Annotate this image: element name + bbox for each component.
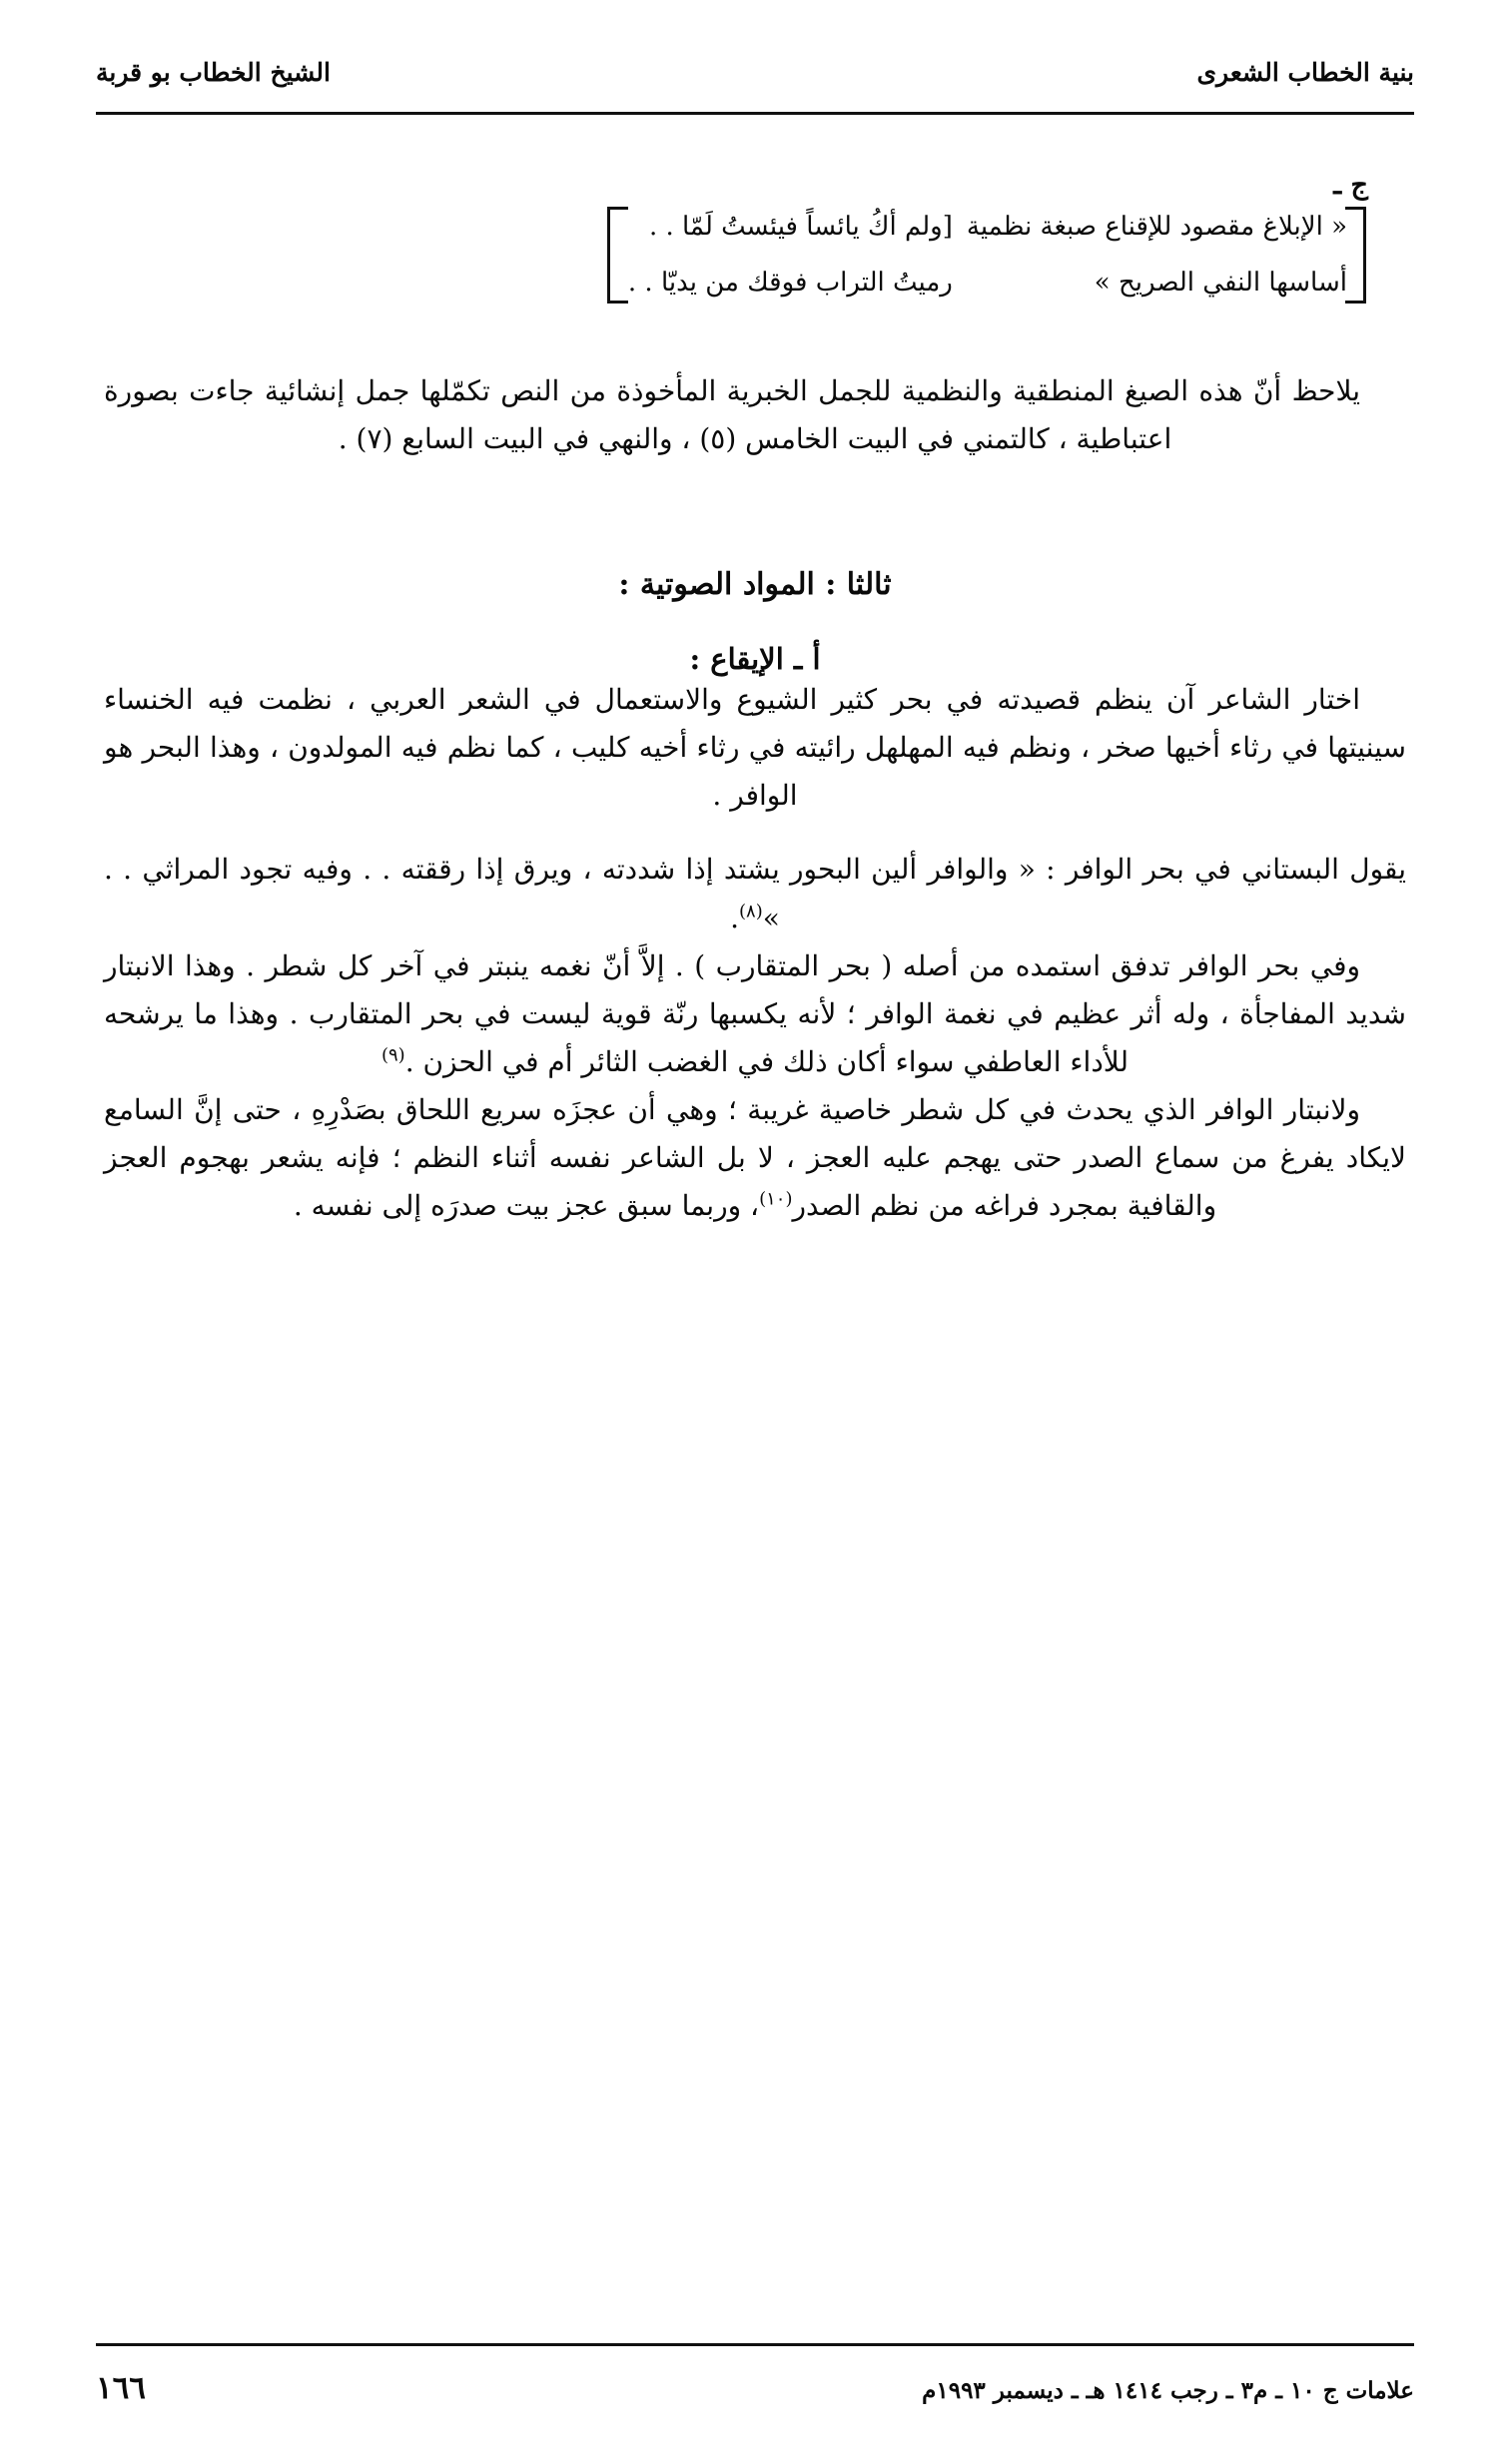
paragraph-3-tail: . <box>730 901 740 934</box>
header-divider <box>96 112 1414 115</box>
list-item-label: ج ـ <box>1333 170 1368 201</box>
verse-column-left <box>607 207 953 304</box>
verse-line: أساسها النفي الصريح » <box>1094 268 1347 299</box>
verse-column-right <box>967 207 1366 304</box>
page-body <box>104 170 1406 1231</box>
paragraph-3-text: يقول البستاني في بحر الوافر : « والوافر ألين البحور يشتد إذا شددته ، ويرق إذا رققته . . وفيه تجود المراثي . . » <box>104 853 1406 934</box>
verse-line: « الإبلاغ مقصود للإقناع صبغة نظمية <box>966 212 1347 242</box>
verse-line: [ولم أكُ يائساً فيئستُ لَمّا . . <box>648 212 953 242</box>
paragraph-2: اختار الشاعر آن ينظم قصيدته في بحر كثير الشيوع والاستعمال في الشعر العربي ، نظمت فيه الخنساء سينيتها في رثاء أخيها صخر ، ونظم فيه المهلهل رائيته في رثاء أخيه كليب ، كما نظم فيه المولدون ، وهذا البحر هو الوافر . <box>104 682 1406 813</box>
section-heading-third: ثالثا : المواد الصوتية : <box>618 566 892 602</box>
paragraph-5-text: ولانبتار الوافر الذي يحدث في كل شطر خاصية غريبة ؛ وهي أن عجزَه سريع اللحاق بصَدْرِهِ ، حتى إنَّ السامع لايكاد يفرغ من سماع الصدر حتى يهجم عليه العجز ، لا بل الشاعر نفسه أثناء النظم ؛ فإنه يشعر بهجوم العجز والقافية بمجرد فراغه من نظم الصدر <box>104 1093 1406 1223</box>
header-author: الشيخ الخطاب بو قربة <box>96 58 331 87</box>
page-number: ١٦٦ <box>96 2370 146 2406</box>
footer-divider <box>96 2343 1414 2346</box>
page-header <box>96 58 1414 87</box>
header-book-title: بنية الخطاب الشعرى <box>1196 58 1414 87</box>
paragraph-5-tail: ، وربما سبق عجز بيت صدرَه إلى نفسه . <box>293 1189 760 1223</box>
paragraph-3 <box>104 846 1406 941</box>
footer-issue-info: علامات ج ١٠ ـ م٣ ـ رجب ١٤١٤ هـ ـ ديسمبر ١٩٩٣م <box>922 2377 1414 2404</box>
paragraph-4 <box>104 942 1406 1086</box>
footnote-marker-8: (٨) <box>739 901 763 923</box>
verse-quote-block <box>114 207 1366 304</box>
paragraph-5 <box>104 1086 1406 1230</box>
page-footer <box>96 2370 1414 2406</box>
subsection-heading-rhythm: أ ـ الإيقاع : <box>689 641 821 676</box>
footnote-marker-9: (٩) <box>380 1044 405 1066</box>
paragraph-4-text: وفي بحر الوافر تدفق استمده من أصله ( بحر المتقارب ) . إلاَّ أنّ نغمه ينبتر في آخر كل شطر . وهذا الانبتار شديد المفاجأة ، وله أثر عظيم في نغمة الوافر ؛ لأنه يكسبها رنّة قوية ليست في بحر المتقارب . وهذا ما يرشحه للأداء العاطفي سواء أكان ذلك في الغضب الثائر أم في الحزن . <box>104 948 1406 1078</box>
paragraph-1: يلاحظ أنّ هذه الصيغ المنطقية والنظمية للجمل الخبرية المأخوذة من النص تكمّلها جمل إنشائية جاءت بصورة اعتباطية ، كالتمني في البيت الخامس (٥) ، والنهي في البيت السابع (٧) . <box>104 373 1360 455</box>
footnote-marker-10: (١٠) <box>759 1189 793 1211</box>
verse-line: رميتُ التراب فوقك من يديّا . . <box>627 268 953 299</box>
